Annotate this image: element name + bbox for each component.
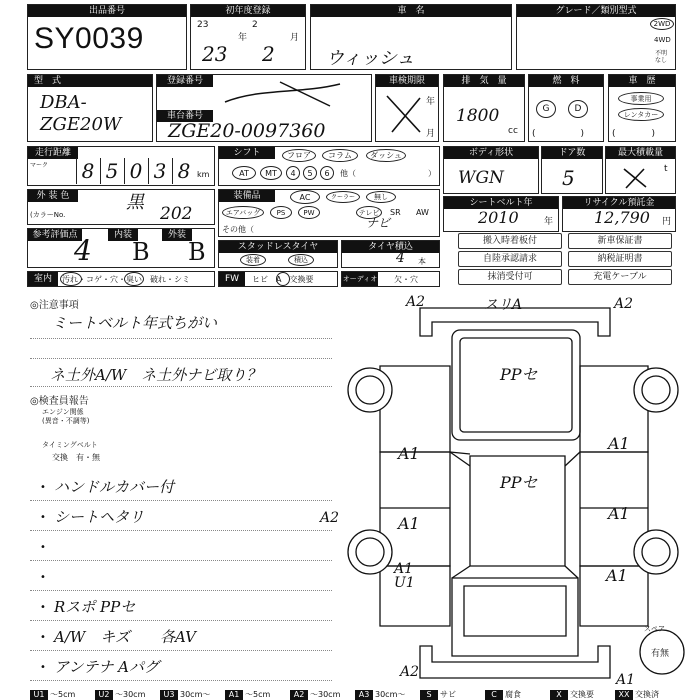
recycle-unit: 円 <box>662 217 672 227</box>
shift-5: 5 <box>303 166 317 180</box>
first-reg-label: 初年度登録 <box>191 5 305 17</box>
legend-key: A2 <box>290 690 308 700</box>
tax-cert-button: 納税証明書 <box>568 251 672 267</box>
export-board-button: 搬入時着板付 <box>458 233 562 249</box>
grade-label: グレード／類別型式 <box>517 5 675 17</box>
capacity-unit: t <box>664 164 668 174</box>
drive-unknown: 不明 なし <box>655 50 668 64</box>
item-divider <box>30 680 332 681</box>
item-divider <box>30 560 332 561</box>
note-2: ネ土外A/W ネ土外ナビ取り？ <box>50 366 262 384</box>
item-bullet: • <box>40 512 46 523</box>
mileage-digit: 0 <box>124 158 147 184</box>
item-divider <box>30 590 332 591</box>
first-reg-year-hw: 23 <box>202 42 228 66</box>
first-reg-month-unit: 月 <box>290 33 300 43</box>
fuel-g: G <box>536 100 556 118</box>
lot-number: SY0039 <box>34 22 144 55</box>
note-1: ミートベルト年式ちがい <box>52 314 218 332</box>
inspector-item: Rスポ PPセ <box>54 598 136 616</box>
color-code-label: (カラーNo. <box>30 211 66 219</box>
legend-value: サビ <box>440 690 456 699</box>
shift-other: 他（ <box>340 169 356 178</box>
reg-no-label: 登録番号 <box>157 75 213 87</box>
dmg-left-bottom: A1 U1 <box>394 561 415 591</box>
history-business: 事業用 <box>618 92 664 105</box>
score-hw: 4 <box>74 234 92 267</box>
displacement-unit: cc <box>508 126 518 136</box>
spare-hw: 有無 <box>650 649 669 659</box>
chassis-label: 車台番号 <box>157 110 213 122</box>
doors-label: ドア数 <box>542 147 602 159</box>
equip-ps: PS <box>270 206 292 219</box>
shift-mt: MT <box>260 166 282 180</box>
body-label: ボディ形状 <box>444 147 538 159</box>
dmg-roof: PPセ <box>500 365 538 384</box>
fuel-paren: ( ) <box>532 129 585 139</box>
legend-key: XX <box>615 690 633 700</box>
item-bullet: • <box>40 602 46 613</box>
stud-loaded: 積込 <box>288 254 314 266</box>
inspection-cross <box>384 92 424 136</box>
interior-cond-label: 室内 <box>28 272 58 286</box>
item-divider <box>30 500 332 501</box>
seatbelt-hw: 2010 <box>478 208 519 227</box>
exterior-grade-label: 外装 <box>162 229 192 241</box>
legend-value: 30cm～ <box>180 690 211 699</box>
capacity-cross <box>620 166 650 190</box>
tire-hw: 4 <box>396 250 405 266</box>
drive-4wd: 4WD <box>654 36 671 44</box>
item-bullet: • <box>40 572 46 583</box>
shift-floor: フロア <box>282 149 316 162</box>
history-rental: レンタカー <box>618 108 664 121</box>
dmg-right-bottom: A1 <box>606 566 628 585</box>
equip-airbag: エアバッグ <box>222 206 264 219</box>
dmg-hood: PPセ <box>500 473 538 492</box>
item-bullet: • <box>40 482 46 493</box>
stud-label: スタッドレスタイヤ <box>219 241 337 253</box>
dmg-a2-left: A2 <box>320 510 340 526</box>
color-hw: 黒 <box>126 192 144 213</box>
item-divider <box>30 650 332 651</box>
fuel-label: 燃 料 <box>529 75 603 87</box>
first-reg-year-unit: 年 <box>238 33 248 43</box>
mileage-digits <box>76 158 196 184</box>
item-divider <box>30 530 332 531</box>
shift-dash: ダッシュ <box>366 149 406 162</box>
audio-label: オーディオ <box>342 272 378 286</box>
mileage-mark: マーク <box>30 162 49 169</box>
audio-items: 欠・穴 <box>394 275 418 284</box>
interior-smell-circle <box>124 272 144 286</box>
report-title: ◎検査員報告 <box>30 396 89 407</box>
dmg-a2-top-right: A2 <box>614 296 634 312</box>
displacement-label: 排 気 量 <box>444 75 524 87</box>
spare-label: スペア <box>644 625 665 633</box>
notes-title: ◎注意事項 <box>30 300 79 311</box>
shift-column: コラム <box>322 149 358 162</box>
note-divider-1 <box>30 338 332 339</box>
first-reg-year-print: 23 <box>197 20 209 30</box>
inspection-label: 車検期限 <box>376 75 438 87</box>
legend-key: C <box>485 690 503 700</box>
self-sign-button: 自陸承認請求 <box>458 251 562 267</box>
legend-value: ～30cm <box>115 690 146 699</box>
car-name-label: 車 名 <box>311 5 511 17</box>
equip-tv: テレビ <box>356 206 382 219</box>
shift-6: 6 <box>320 166 334 180</box>
fw-items: ヒビ A 交換要 <box>252 275 314 284</box>
tire-label: タイヤ積込 <box>342 241 439 253</box>
legend-value: 交換済 <box>635 690 659 699</box>
car-name-hw: ウィッシュ <box>326 48 415 69</box>
capacity-label: 最大積載量 <box>606 147 675 159</box>
dmg-top-center: スリA <box>484 297 523 313</box>
interior-cond-items: 汚れ・コゲ・穴・臭い 破れ・シミ <box>62 275 190 284</box>
tire-unit: 本 <box>418 257 426 266</box>
mileage-digit: 3 <box>148 158 171 184</box>
dmg-a2-top-left: A2 <box>406 294 426 310</box>
dmg-left-rear: A1 <box>398 514 420 533</box>
item-bullet: • <box>40 662 46 673</box>
mileage-digit: 8 <box>172 158 195 184</box>
timing-swap: 交換 有・無 <box>52 453 100 462</box>
lot-label: 出品番号 <box>28 5 186 17</box>
legend-value: ～5cm <box>50 690 76 699</box>
legend-key: X <box>550 690 568 700</box>
drive-2wd: 2WD <box>650 18 674 30</box>
body-hw: WGN <box>458 168 504 188</box>
color-label: 外 装 色 <box>28 190 78 202</box>
shift-at: AT <box>232 166 256 180</box>
interior-grade-hw: B <box>132 238 150 266</box>
legend-value: 交換要 <box>570 690 594 699</box>
color-code-hw: 202 <box>160 204 193 224</box>
exterior-grade-hw: B <box>188 238 206 266</box>
reg-no-scribble <box>220 78 370 108</box>
equip-label: 装備品 <box>219 190 275 202</box>
mileage-digit: 5 <box>100 158 123 184</box>
legend-key: U2 <box>95 690 113 700</box>
stud-mounted: 装着 <box>240 254 266 266</box>
legend-value: 30cm～ <box>375 690 406 699</box>
displacement-hw: 1800 <box>456 106 500 126</box>
first-reg-month-hw: 2 <box>262 42 275 66</box>
note-divider-3 <box>30 386 332 387</box>
timing-label: タイミングベルト <box>42 441 98 449</box>
history-paren: ( ) <box>612 129 656 139</box>
legend-key: U1 <box>30 690 48 700</box>
legend-value: ～30cm <box>310 690 341 699</box>
charge-cable-button: 充電ケーブル <box>568 269 672 285</box>
inspection-month: 月 <box>426 129 436 139</box>
item-divider <box>30 620 332 621</box>
item-bullet: • <box>40 632 46 643</box>
dmg-left-front: A1 <box>398 444 420 463</box>
equip-other-hw: ナビ <box>366 216 391 230</box>
mileage-digit: 8 <box>76 158 99 184</box>
cancel-accept-button: 抹消受付可 <box>458 269 562 285</box>
dmg-right-front: A1 <box>608 434 630 453</box>
equip-ac: AC <box>290 190 320 204</box>
shift-4: 4 <box>286 166 300 180</box>
seatbelt-unit: 年 <box>544 217 554 227</box>
interior-dirt-circle <box>60 272 82 286</box>
mileage-unit: km <box>197 170 210 179</box>
seatbelt-label: シートベルト年 <box>444 197 558 209</box>
fw-label: FW <box>219 272 245 286</box>
doors-hw: 5 <box>562 166 575 190</box>
fw-a-circle <box>276 272 290 286</box>
new-warranty-button: 新車保証書 <box>568 233 672 249</box>
equip-none: 無し <box>366 191 396 203</box>
inspector-item: シートヘタリ <box>54 508 145 526</box>
engine-label: エンジン関係 (異音・不調等) <box>42 408 90 425</box>
history-label: 車 歴 <box>609 75 675 87</box>
legend-key: A1 <box>225 690 243 700</box>
fuel-d: D <box>568 100 588 118</box>
legend-value: ～5cm <box>245 690 271 699</box>
equip-aw: AW <box>416 208 429 217</box>
inspection-year: 年 <box>426 97 436 107</box>
dmg-right-mid: A1 <box>608 504 630 523</box>
shift-close: ） <box>428 169 436 178</box>
legend-value: 腐食 <box>505 690 521 699</box>
mileage-label: 走行距離 <box>28 147 78 159</box>
dmg-a2-bottom-left: A2 <box>400 664 420 680</box>
inspector-item: アンテナ Aパグ <box>54 658 160 676</box>
inspector-item: A/W キズ 各AV <box>54 628 196 646</box>
dmg-a1-bottom-right: A1 <box>616 672 636 688</box>
recycle-label: リサイクル預託金 <box>563 197 675 209</box>
equip-sr: SR <box>390 208 401 217</box>
score-label: 参考評価点 <box>28 229 82 241</box>
note-divider-2 <box>30 358 332 359</box>
car-diagram <box>340 296 685 690</box>
legend-key: A3 <box>355 690 373 700</box>
equip-other: その他（ <box>222 225 254 234</box>
equip-cooler: クーラー <box>326 191 360 203</box>
chassis-hw: ZGE20-0097360 <box>168 120 326 142</box>
shift-label: シフト <box>219 147 275 159</box>
legend-key: S <box>420 690 438 700</box>
interior-grade-label: 内装 <box>108 229 138 241</box>
recycle-hw: 12,790 <box>594 208 650 227</box>
model-label: 型 式 <box>28 75 152 87</box>
first-reg-month-print: 2 <box>252 20 258 30</box>
model-hw: DBA- ZGE20W <box>40 92 122 135</box>
item-bullet: • <box>40 542 46 553</box>
inspector-item: ハンドルカバー付 <box>54 478 175 496</box>
legend-key: U3 <box>160 690 178 700</box>
equip-pw: PW <box>298 206 320 219</box>
